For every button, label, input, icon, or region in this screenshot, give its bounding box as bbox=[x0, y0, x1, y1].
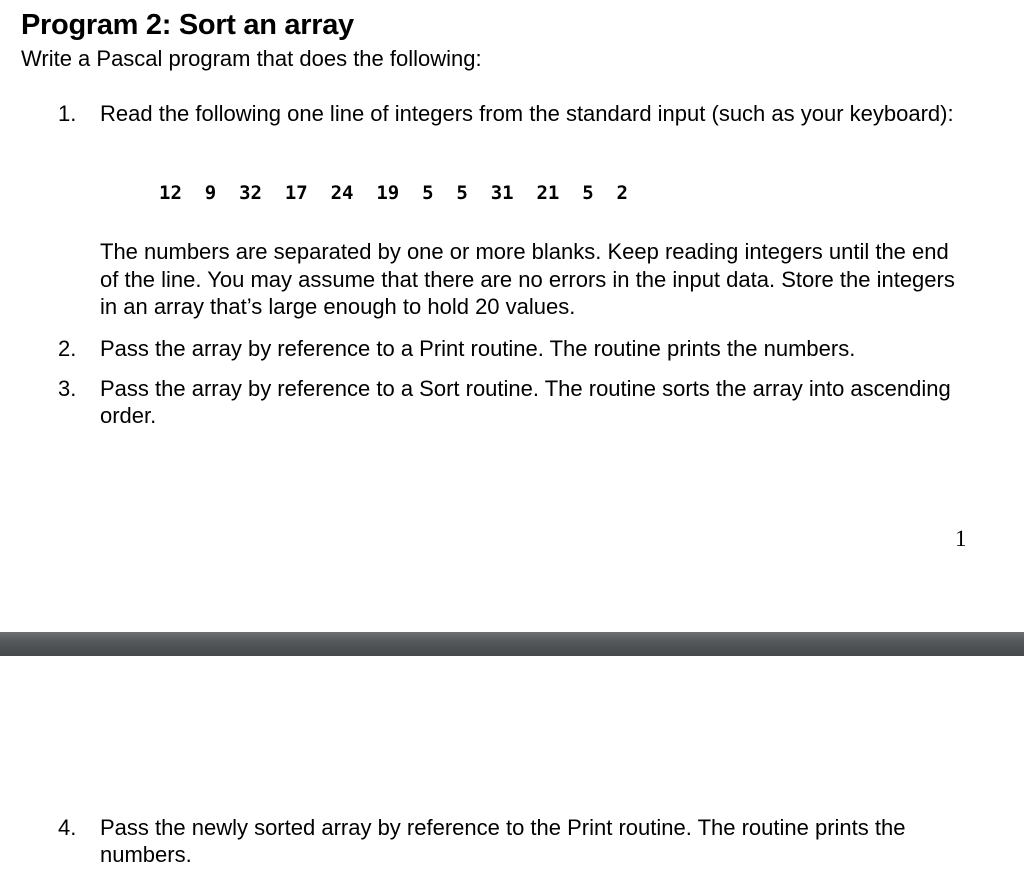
list-item-number: 1. bbox=[58, 101, 77, 126]
list-item-number: 2. bbox=[58, 336, 77, 361]
page-title: Program 2: Sort an array bbox=[21, 9, 354, 41]
page-number: 1 bbox=[955, 526, 967, 551]
list-item-number: 3. bbox=[58, 376, 77, 401]
page-2 bbox=[0, 656, 1024, 882]
item-1-paragraph: The numbers are separated by one or more blanks. Keep reading integers until the end of the line. You may assume that there are no errors in the input data. Store the integers in an array that’s large enough to hold 20 values. bbox=[100, 239, 955, 319]
input-integers-line: 12 9 32 17 24 19 5 5 31 21 5 2 bbox=[159, 182, 628, 204]
list-item-text: Pass the array by reference to a Print routine. The routine prints the numbers. bbox=[100, 336, 856, 361]
page-separator bbox=[0, 632, 1024, 656]
page-subtitle: Write a Pascal program that does the following: bbox=[21, 46, 482, 71]
list-item-text: Pass the array by reference to a Sort routine. The routine sorts the array into ascending order. bbox=[100, 376, 951, 428]
list-item-text: Pass the newly sorted array by reference to the Print routine. The routine prints the numbers. bbox=[100, 815, 906, 867]
list-item-text: Read the following one line of integers from the standard input (such as your keyboard): bbox=[100, 101, 954, 126]
list-item-number: 4. bbox=[58, 815, 77, 840]
